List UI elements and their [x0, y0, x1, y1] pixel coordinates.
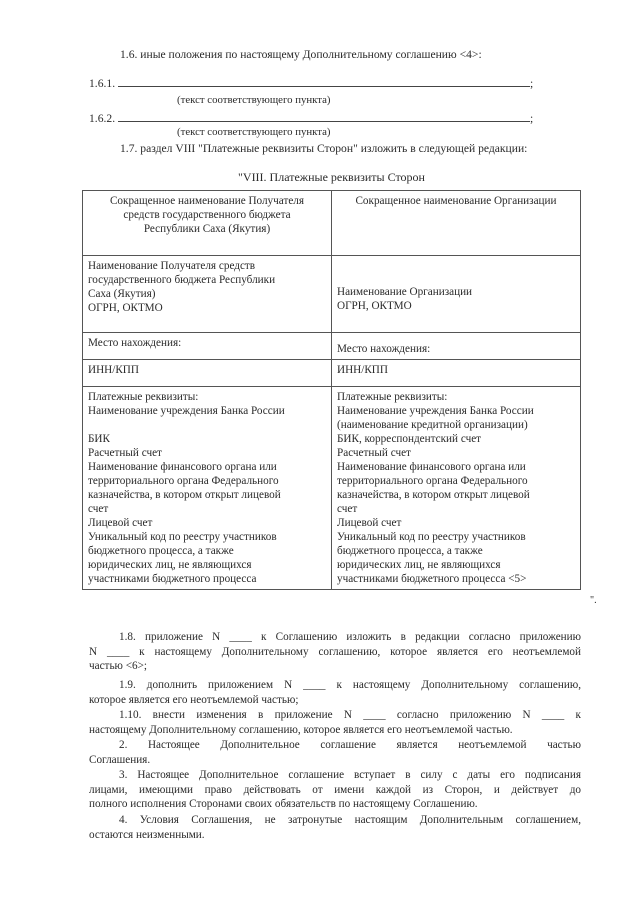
- table-row-inn: [83, 360, 581, 387]
- section-title: "VIII. Платежные реквизиты Сторон: [238, 170, 425, 184]
- line-end: ;: [530, 112, 534, 125]
- name-right-cell: Наименование Организации ОГРН, ОКТМО: [332, 256, 581, 333]
- caption-1: (текст соответствующего пункта): [177, 94, 331, 106]
- item-1-6-1-number: 1.6.1.: [89, 77, 116, 90]
- item-1-6-2-line: [89, 111, 533, 126]
- inn-left-cell: ИНН/КПП: [83, 360, 332, 387]
- line-end: ;: [530, 77, 534, 90]
- requisites-table: [82, 190, 581, 590]
- caption-2: (текст соответствующего пункта): [177, 126, 331, 138]
- item-1-6-1-line: [89, 76, 533, 91]
- name-left-cell: Наименование Получателя средств государственного бюджета Республики Саха (Якутия) ОГРН, ОКТМО: [83, 256, 332, 333]
- header-left-cell: Сокращенное наименование Получателя средств государственного бюджета Республики Саха (Якутия): [83, 191, 332, 256]
- paragraph-1-9: 1.9. дополнить приложением N ____ к настоящему Дополнительному соглашению, которое является его неотъемлемой частью;: [89, 679, 581, 706]
- paragraph-1-8: 1.8. приложение N ____ к Соглашению изложить в редакции согласно приложению N ____ к настоящему Дополнительному соглашению, которое является его неотъемлемой частью <6>;: [89, 631, 581, 673]
- payment-left-cell: Платежные реквизиты: Наименование учреждения Банка России БИК Расчетный счет Наименование финансового органа или территориального органа Федерального казначейства, в котором открыт лицевой счет Лицевой счет Уникальный код по реестру участников бюджетного процесса, а также юридических лиц, не являющихся участниками бюджетного процесса: [83, 387, 332, 590]
- paragraph-2: 2. Настоящее Дополнительное соглашение является неотъемлемой частью Соглашения.: [89, 739, 581, 766]
- table-row-location: [83, 333, 581, 360]
- paragraph-1-10: 1.10. внести изменения в приложение N ____ согласно приложению N ____ к настоящему Дополнительному соглашению, которое является его неотъемлемой частью.: [89, 709, 581, 736]
- table-header-row: [83, 191, 581, 256]
- paragraph-3: 3. Настоящее Дополнительное соглашение вступает в силу с даты его подписания лицами, имеющими право действовать от имени каждой из Сторон, и действует до полного исполнения Сторонами своих обязательств по настоящему Соглашению.: [89, 769, 581, 811]
- location-right-cell: Место нахождения:: [332, 333, 581, 360]
- item-1-6-2-number: 1.6.2.: [89, 112, 116, 125]
- table-row-name: [83, 256, 581, 333]
- location-left-cell: Место нахождения:: [83, 333, 332, 360]
- item-1-7: 1.7. раздел VIII "Платежные реквизиты Сторон" изложить в следующей редакции:: [120, 142, 528, 155]
- payment-right-cell: Платежные реквизиты: Наименование учреждения Банка России (наименование кредитной организации) БИК, корреспондентский счет Расчетный счет Наименование финансового органа или территориального органа Федерального казначейства, в котором открыт лицевой счет Лицевой счет Уникальный код по реестру участников бюджетного процесса, а также юридических лиц, не являющихся участниками бюджетного процесса <5>: [332, 387, 581, 590]
- paragraph-4: 4. Условия Соглашения, не затронутые настоящим Дополнительным соглашением, остаются неизменными.: [89, 814, 581, 841]
- closing-mark: ".: [590, 595, 597, 606]
- inn-right-cell: ИНН/КПП: [332, 360, 581, 387]
- blank-line: [118, 111, 530, 122]
- blank-line: [118, 76, 530, 87]
- header-right-cell: Сокращенное наименование Организации: [332, 191, 581, 256]
- table-row-payment: [83, 387, 581, 590]
- item-1-6-heading: 1.6. иные положения по настоящему Дополнительному соглашению <4>:: [120, 48, 482, 61]
